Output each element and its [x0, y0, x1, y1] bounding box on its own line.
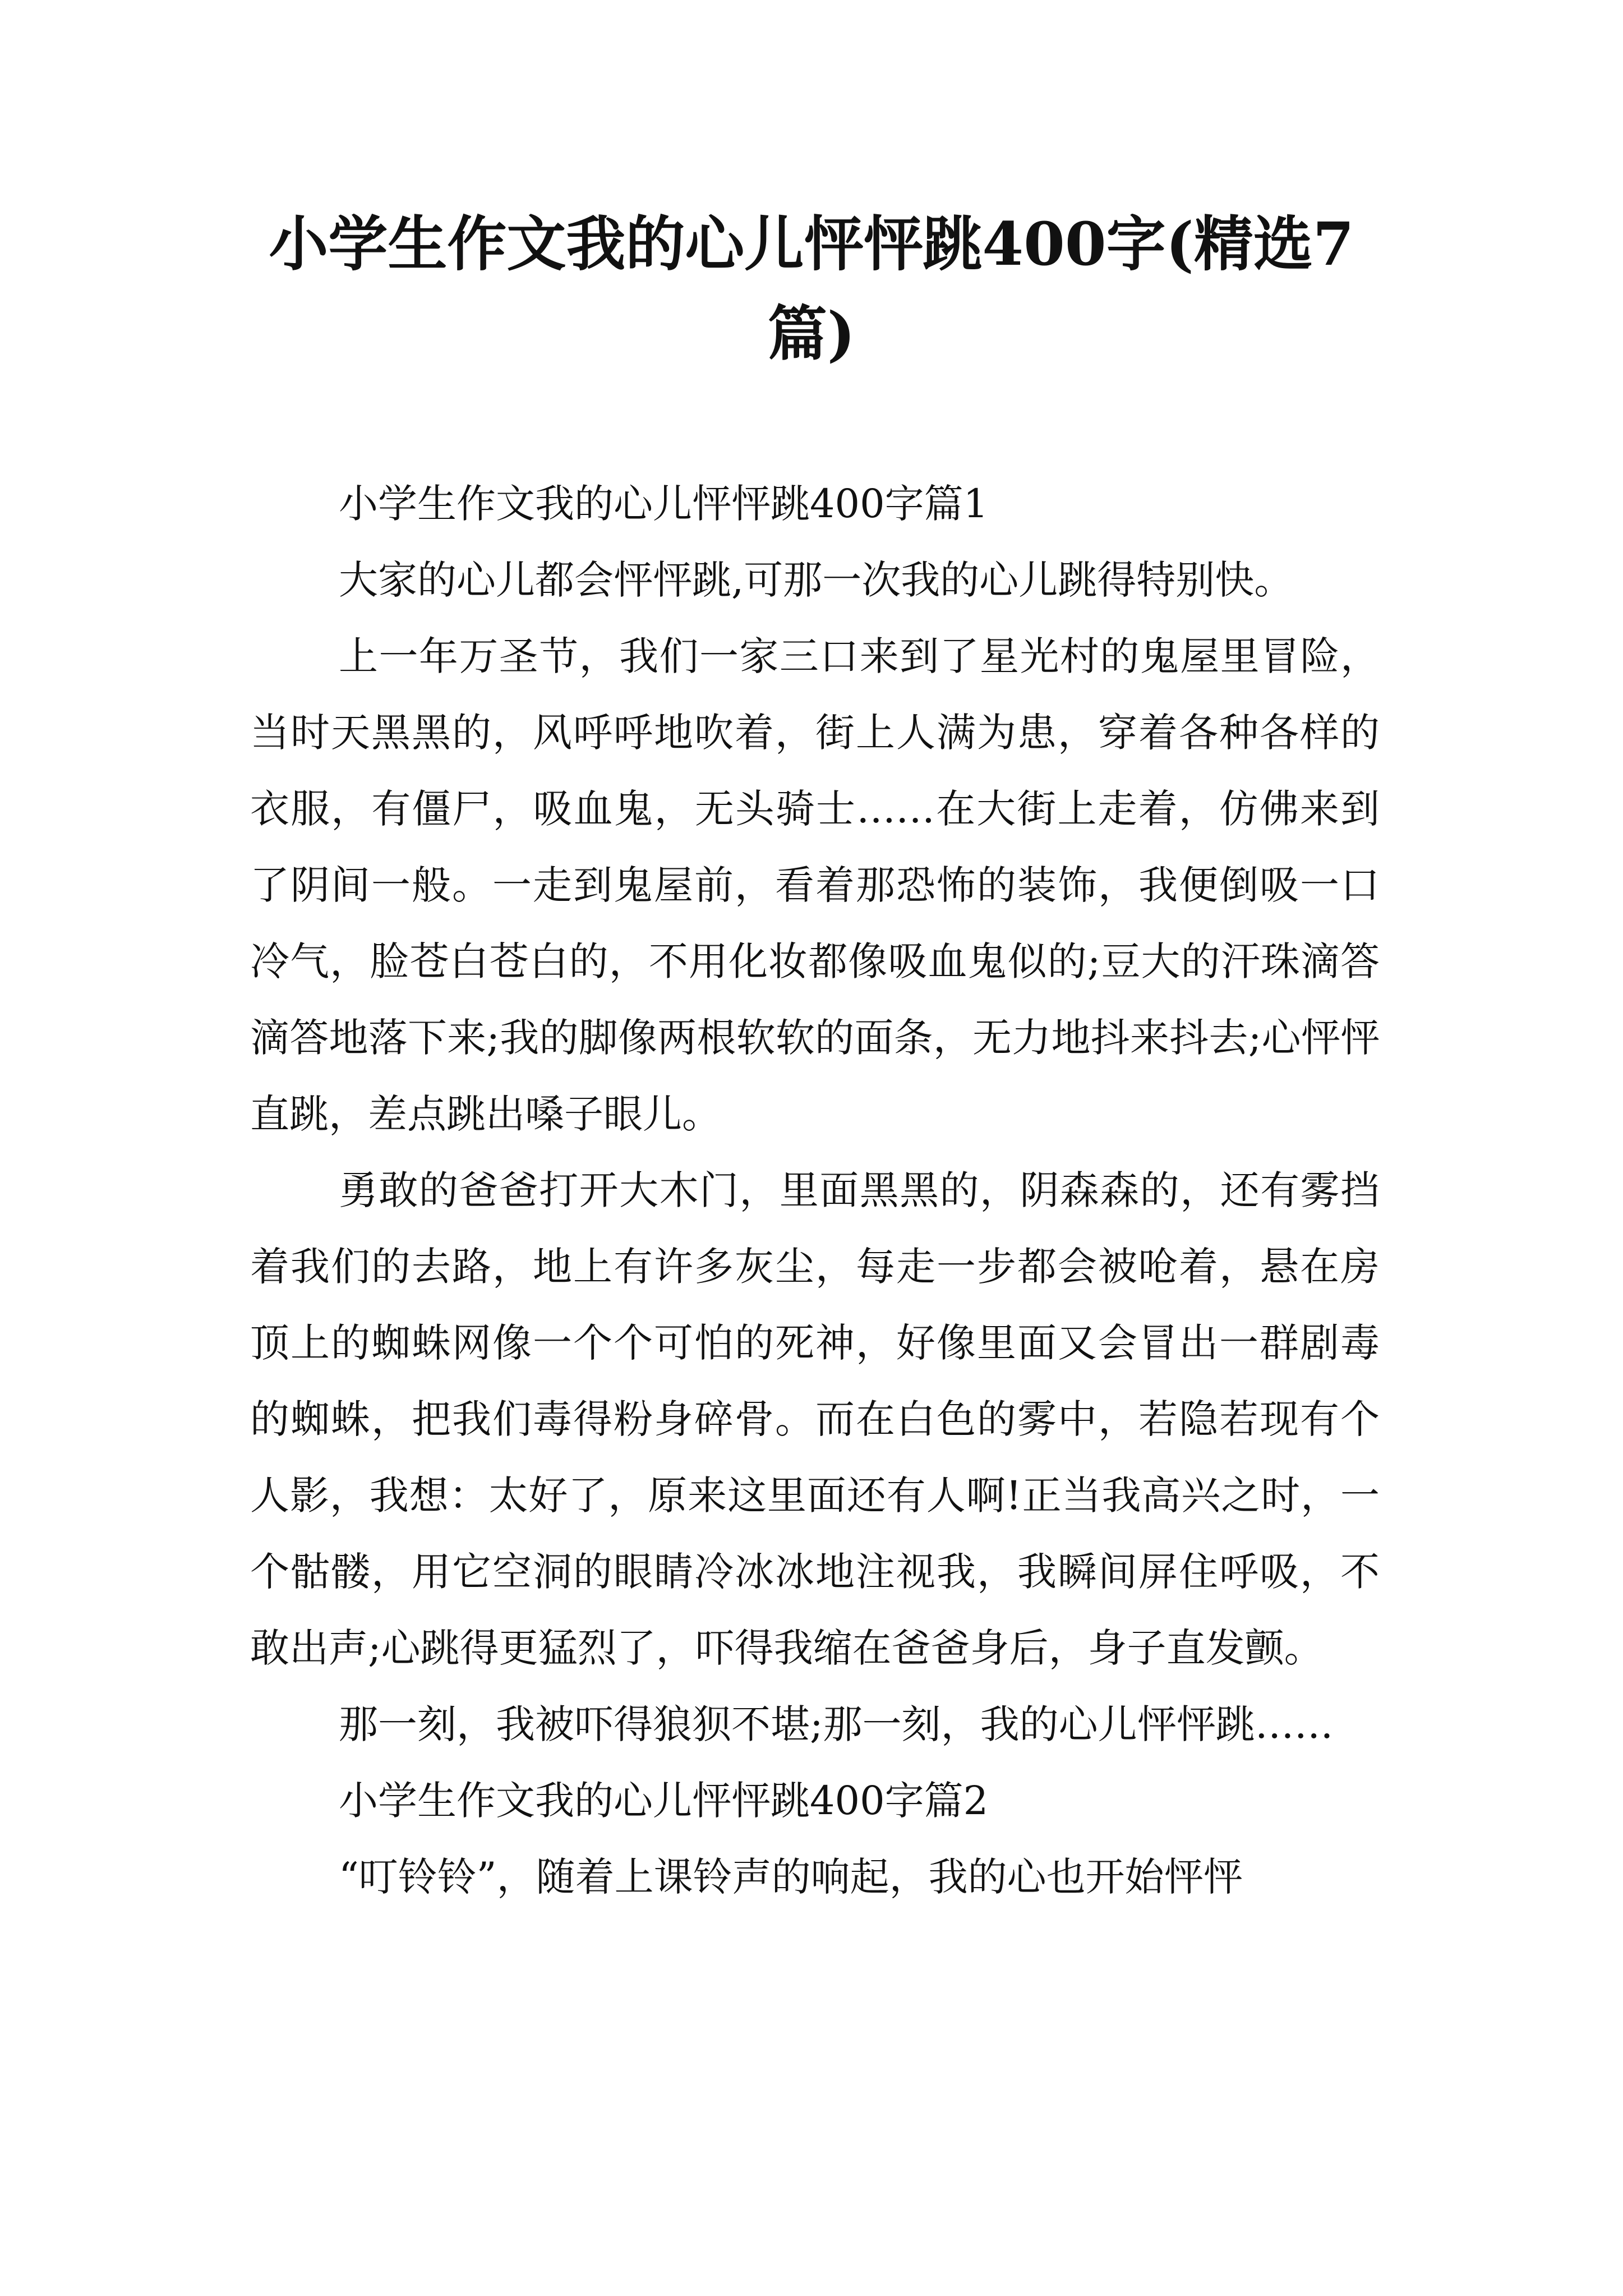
document-title: 小学生作文我的心儿怦怦跳400字(精选7篇) [269, 209, 1354, 369]
section-heading-2: 小学生作文我的心儿怦怦跳400字篇2 [339, 1778, 989, 1824]
paragraph: 大家的心儿都会怦怦跳,可那一次我的心儿跳得特别快。 [339, 557, 1294, 603]
paragraph: 上一年万圣节，我们一家三口来到了星光村的鬼屋里冒险，当时天黑黑的，风呼呼地吹着，街上人满为患，穿着各种各样的衣服，有僵尸，吸血鬼，无头骑士……在大街上走着，仿佛来到了阴间一般。一走到鬼屋前，看着那恐怖的装饰，我便倒吸一口冷气，脸苍白苍白的，不用化妆都像吸血鬼似的;豆大的汗珠滴答滴答地落下来;我的脚像两根软软的面条，无力地抖来抖去;心怦怦直跳，差点跳出嗓子眼儿。 [250, 633, 1380, 1137]
section-heading-1: 小学生作文我的心儿怦怦跳400字篇1 [339, 481, 989, 527]
paragraph: “叮铃铃”，随着上课铃声的响起，我的心也开始怦怦 [339, 1854, 1243, 1900]
paragraph: 那一刻，我被吓得狼狈不堪;那一刻，我的心儿怦怦跳…… [339, 1701, 1334, 1747]
document-body [250, 466, 1380, 1915]
paragraph: 勇敢的爸爸打开大木门，里面黑黑的，阴森森的，还有雾挡着我们的去路，地上有许多灰尘，每走一步都会被呛着，悬在房顶上的蜘蛛网像一个个可怕的死神，好像里面又会冒出一群剧毒的蜘蛛，把我们毒得粉身碎骨。而在白色的雾中，若隐若现有个人影，我想：太好了，原来这里面还有人啊!正当我高兴之时，一个骷髅，用它空洞的眼睛冷冰冰地注视我，我瞬间屏住呼吸，不敢出声;心跳得更猛烈了，吓得我缩在爸爸身后，身子直发颤。 [250, 1167, 1380, 1671]
